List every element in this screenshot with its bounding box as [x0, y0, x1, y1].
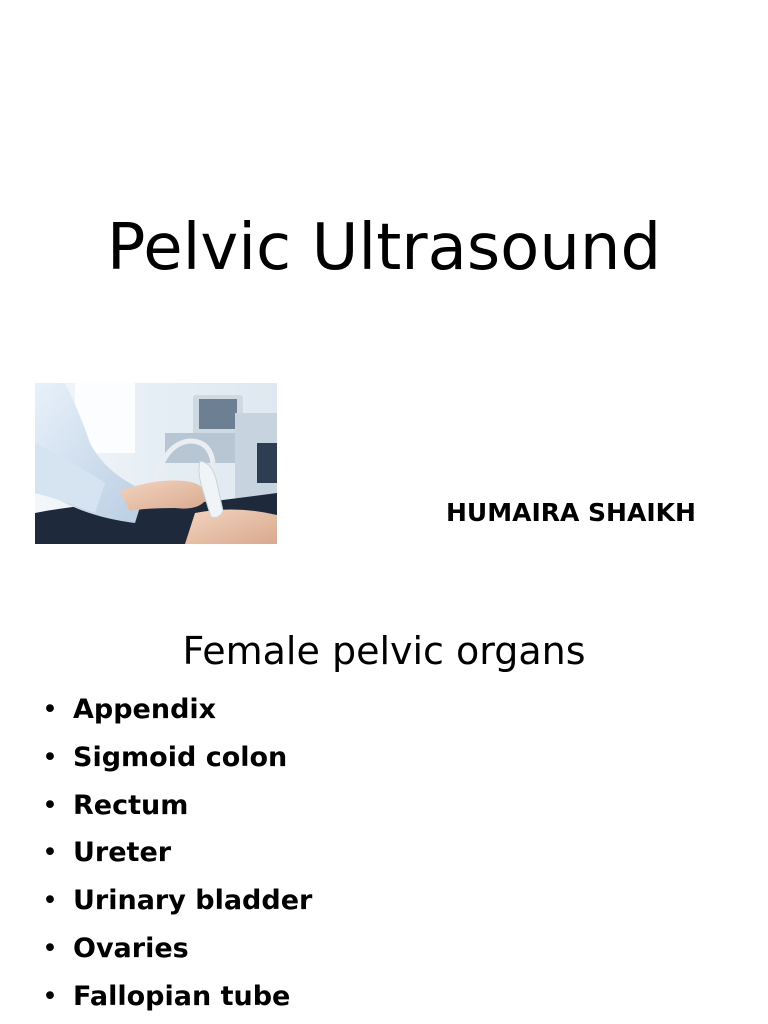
- ultrasound-exam-photo: [35, 383, 277, 544]
- bullet-icon: •: [42, 932, 58, 964]
- list-item-label: Appendix: [73, 694, 217, 725]
- list-item-label: Sigmoid colon: [73, 741, 288, 773]
- bullet-icon: •: [42, 789, 58, 821]
- section-heading: Female pelvic organs: [182, 629, 586, 673]
- list-item-label: Ovaries: [73, 932, 189, 964]
- list-item: [40, 927, 312, 975]
- list-item: [40, 975, 312, 1023]
- list-item: [40, 736, 312, 784]
- list-item: [40, 879, 312, 927]
- slide-title: Pelvic Ultrasound: [106, 211, 662, 285]
- organ-list: [40, 688, 312, 1023]
- bullet-icon: •: [42, 980, 58, 1012]
- list-item: [40, 784, 312, 832]
- list-item-label: Fallopian tube: [73, 980, 291, 1012]
- bullet-icon: •: [42, 694, 58, 725]
- list-item-label: Ureter: [73, 837, 172, 869]
- author-name: HUMAIRA SHAIKH: [446, 498, 696, 527]
- bullet-icon: •: [42, 741, 58, 773]
- bullet-icon: •: [42, 837, 58, 869]
- list-item-label: Urinary bladder: [73, 885, 313, 917]
- list-item: [40, 831, 312, 879]
- bullet-icon: •: [42, 885, 58, 917]
- list-item: [40, 688, 312, 736]
- list-item-label: Rectum: [73, 789, 189, 821]
